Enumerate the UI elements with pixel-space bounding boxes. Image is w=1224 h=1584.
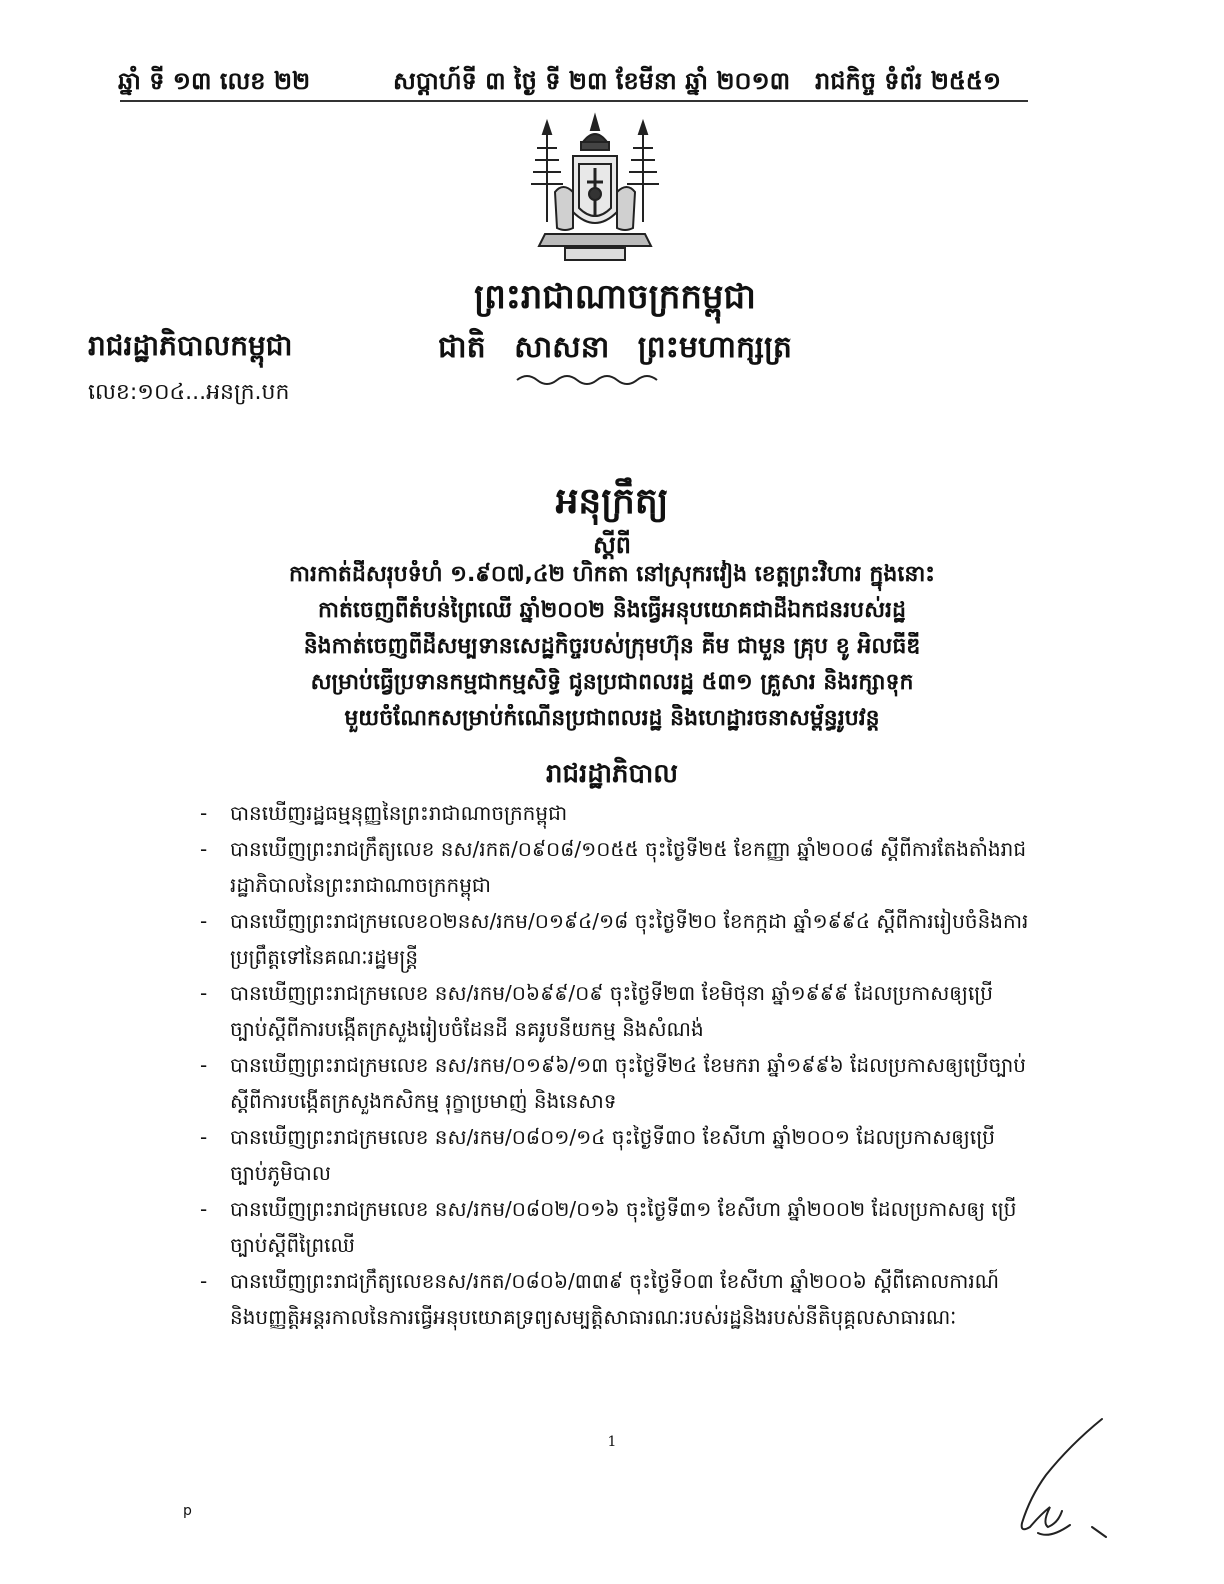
consideration-text: បានឃើញព្រះរាជក្រមលេខ នស/រកម/០១៩៦/១៣ ចុះថ្ងៃទី២៤ ខែមករា ឆ្នាំ១៩៩៦ ដែលប្រកាសឲ្យប្រើច្បាប់ ស្តីពីការបង្កើតក្រសួងកសិកម្ម រុក្ខាប្រមាញ់ និងនេសាទ	[230, 1053, 1026, 1113]
corner-mark: p	[183, 1503, 192, 1519]
bullet-dash: -	[200, 981, 208, 1005]
bullet-dash: -	[200, 1269, 208, 1293]
ornament-divider	[515, 372, 665, 392]
government-heading: រាជរដ្ឋាភិបាល	[545, 759, 679, 789]
page-number: 1	[607, 1434, 617, 1450]
gazette-date: សប្តាហ៍ទី ៣ ថ្ងៃ ទី ២៣ ខែមីនា ឆ្នាំ ២០១៣	[393, 67, 791, 95]
consideration-text: បានឃើញព្រះរាជក្រមលេខ នស/រកម/០៦៩៩/០៩ ចុះថ្ងៃទី២៣ ខែមិថុនា ឆ្នាំ១៩៩៩ ដែលប្រកាសឲ្យប្រើច្បាប់ស្តីពីការបង្កើតក្រសួងរៀបចំដែនដី នគរូបនីយកម្ម និងសំណង់	[230, 981, 993, 1041]
national-motto: ជាតិ សាសនា ព្រះមហាក្សត្រ	[438, 330, 792, 365]
gazette-volume: ឆ្នាំ ទី ១៣ លេខ ២២	[118, 67, 311, 95]
subject-line: កាត់ចេញពីតំបន់ព្រៃឈើ ឆ្នាំ២០០២ និងធ្វើអនុបយោគជាដីឯកជនរបស់រដ្ឋ	[318, 598, 906, 623]
considerations-list	[200, 795, 1030, 1371]
bullet-dash: -	[200, 1125, 208, 1149]
consideration-item	[200, 831, 1030, 903]
consideration-item	[200, 795, 1030, 831]
header-rule	[120, 100, 1028, 102]
consideration-item	[200, 975, 1030, 1047]
consideration-item	[200, 903, 1030, 975]
consideration-item	[200, 1047, 1030, 1119]
reference-number: លេខ:១០៤...អនក្រ.បក	[88, 380, 290, 405]
royal-coat-of-arms-icon	[525, 112, 665, 272]
subject-line: មួយចំណែកសម្រាប់កំណើនប្រជាពលរដ្ឋ និងហេដ្ឋារចនាសម្ព័ន្ធរូបវន្ត	[344, 706, 880, 731]
subject-line: សម្រាប់ធ្វើប្រទានកម្មជាកម្មសិទ្ធិ ជូនប្រជាពលរដ្ឋ ៥៣១ គ្រួសារ និងរក្សាទុក	[310, 670, 914, 695]
consideration-text: បានឃើញព្រះរាជក្រមលេខ នស/រកម/០៨០២/០១៦ ចុះថ្ងៃទី៣១ ខែសីហា ឆ្នាំ២០០២ ដែលប្រកាសឲ្យ ប្រើច្បាប់ស្តីពីព្រៃឈើ	[230, 1197, 1017, 1257]
handwritten-signature-icon	[1010, 1415, 1120, 1545]
consideration-item	[200, 1191, 1030, 1263]
issuer-name: រាជរដ្ឋាភិបាលកម្ពុជា	[88, 329, 293, 362]
subject-label: ស្តីពី	[592, 531, 632, 559]
document-title: អនុក្រឹត្យ	[555, 481, 669, 522]
bullet-dash: -	[200, 801, 208, 825]
consideration-text: បានឃើញរដ្ឋធម្មនុញ្ញនៃព្រះរាជាណាចក្រកម្ពុជា	[230, 801, 568, 825]
kingdom-name: ព្រះរាជាណាចក្រកម្ពុជា	[474, 277, 756, 317]
consideration-text: បានឃើញព្រះរាជក្រមលេខ នស/រកម/០៨០១/១៤ ចុះថ្ងៃទី៣០ ខែសីហា ឆ្នាំ២០០១ ដែលប្រកាសឲ្យប្រើច្បាប់ភូមិបាល	[230, 1125, 995, 1185]
bullet-dash: -	[200, 909, 208, 933]
subject-line: និងកាត់ចេញពីដីសម្បទានសេដ្ឋកិច្ចរបស់ក្រុមហ៊ុន គីម ជាមួន គ្រុប ខូ អិលធីឌី	[303, 634, 921, 659]
consideration-text: បានឃើញព្រះរាជក្រមលេខ០២នស/រកម/០១៩៤/១៨ ចុះថ្ងៃទី២០ ខែកក្កដា ឆ្នាំ១៩៩៤ ស្តីពីការរៀបចំនិងការប្រព្រឹត្តទៅនៃគណៈរដ្ឋមន្ត្រី	[230, 909, 1029, 969]
consideration-text: បានឃើញព្រះរាជក្រឹត្យលេខ នស/រកត/០៩០៨/១០៥៥ ចុះថ្ងៃទី២៥ ខែកញ្ញា ឆ្នាំ២០០៨ ស្តីពីការតែងតាំងរាជរដ្ឋាភិបាលនៃព្រះរាជាណាចក្រកម្ពុជា	[230, 837, 1027, 897]
consideration-item	[200, 1119, 1030, 1191]
consideration-text: បានឃើញព្រះរាជក្រឹត្យលេខនស/រកត/០៨០៦/៣៣៩ ចុះថ្ងៃទី០៣ ខែសីហា ឆ្នាំ២០០៦ ស្តីពីគោលការណ៍ និងបញ្ញត្តិអន្តរកាលនៃការធ្វើអនុបយោគទ្រព្យសម្បត្តិសាធារណៈរបស់រដ្ឋនិងរបស់នីតិបុគ្គលសាធារណៈ	[230, 1269, 1000, 1329]
subject-line: ការកាត់ដីសរុបទំហំ ១.៩០៧,៤២ ហិកតា នៅស្រុករវៀង ខេត្តព្រះវិហារ ក្នុងនោះ	[289, 562, 935, 587]
bullet-dash: -	[200, 837, 208, 861]
bullet-dash: -	[200, 1053, 208, 1077]
consideration-item	[200, 1263, 1030, 1371]
bullet-dash: -	[200, 1197, 208, 1221]
gazette-page-ref: រាជកិច្ច ទំព័រ ២៥៥១	[815, 67, 1002, 95]
